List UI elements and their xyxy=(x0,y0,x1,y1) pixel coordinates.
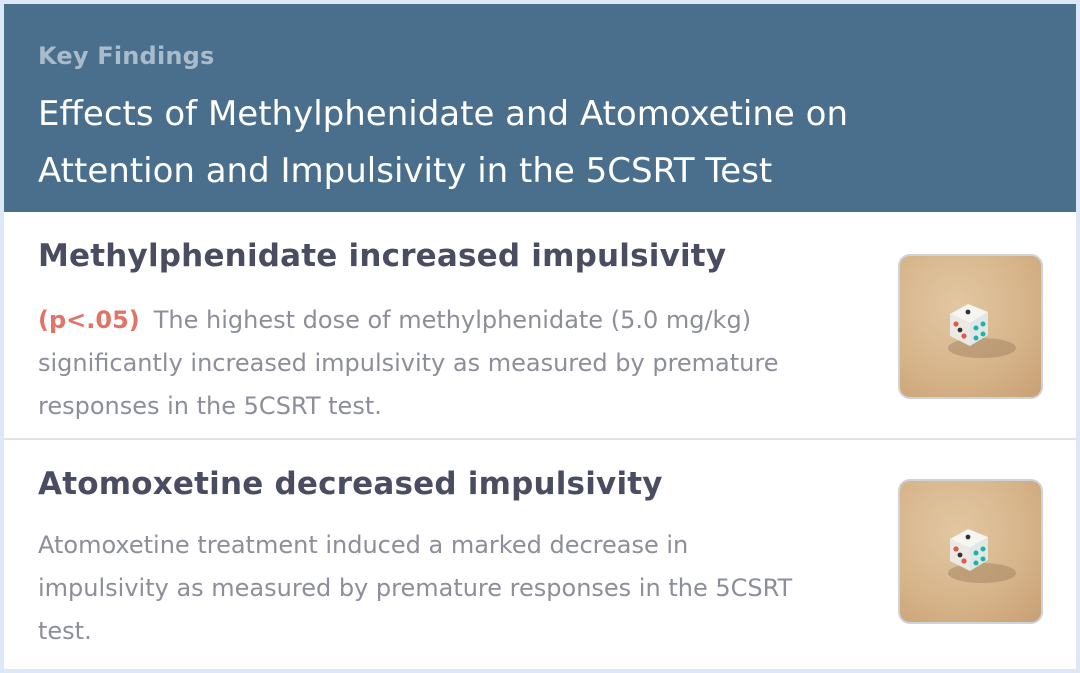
finding-item xyxy=(4,440,1076,669)
finding-text xyxy=(38,524,818,653)
dice-icon xyxy=(898,254,1043,399)
finding-text xyxy=(38,299,818,428)
section-eyebrow: Key Findings xyxy=(38,42,215,70)
finding-title: Methylphenidate increased impulsivity xyxy=(38,238,727,274)
card-title xyxy=(38,86,1042,200)
card-title-line-1: Effects of Methylphenidate and Atomoxetine on xyxy=(38,94,849,134)
p-value-badge: (p<.05) xyxy=(38,306,140,334)
card-title-line-2: Attention and Impulsivity in the 5CSRT Test xyxy=(38,151,773,191)
card-header xyxy=(4,4,1076,212)
dice-icon xyxy=(898,479,1043,624)
finding-description: The highest dose of methylphenidate (5.0 mg/kg) significantly increased impulsivity as measured by premature responses in the 5CSRT test. xyxy=(38,306,779,420)
finding-title: Atomoxetine decreased impulsivity xyxy=(38,466,663,502)
key-findings-card xyxy=(4,4,1076,669)
finding-description: Atomoxetine treatment induced a marked decrease in impulsivity as measured by premature responses in the 5CSRT test. xyxy=(38,531,793,645)
finding-item xyxy=(4,212,1076,440)
